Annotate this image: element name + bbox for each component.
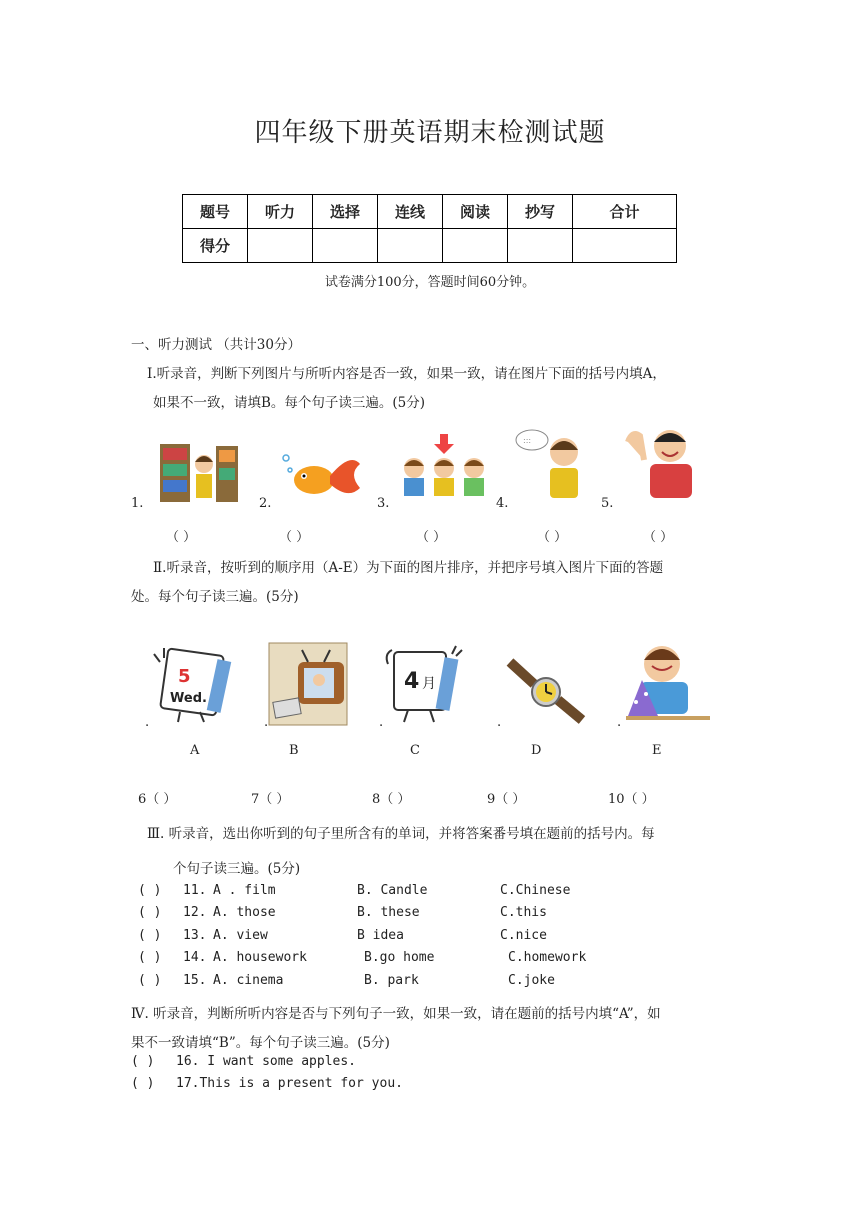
option-c: C.homework bbox=[508, 950, 587, 965]
score-cell[interactable] bbox=[313, 229, 378, 263]
answer-blank[interactable]: （ ） bbox=[537, 530, 568, 545]
score-row-label: 得分 bbox=[183, 229, 248, 263]
boy-waving-picture bbox=[620, 420, 704, 506]
score-cell[interactable] bbox=[378, 229, 443, 263]
score-table-score-row bbox=[183, 229, 677, 263]
picture-letter: E bbox=[652, 743, 662, 758]
option-a: A . film bbox=[213, 883, 276, 898]
answer-blank[interactable]: ( ) bbox=[138, 905, 162, 920]
part3-instruction-line1: Ⅲ. 听录音，选出你听到的句子里所含有的单词，并将答案番号填在题前的括号内。每 bbox=[147, 826, 655, 842]
score-header-cell: 抄写 bbox=[508, 195, 573, 229]
part2-instruction-line2: 处。每个句子读三遍。(5分) bbox=[131, 589, 299, 605]
dot-marker: . bbox=[379, 715, 384, 730]
boy-with-party-hat-picture bbox=[622, 638, 712, 724]
bookshelf-boy-picture bbox=[158, 440, 240, 506]
question-number: 12. bbox=[183, 905, 207, 920]
answer-blank[interactable]: ( ) bbox=[138, 883, 162, 898]
answer-blank[interactable]: ( ) bbox=[131, 1076, 155, 1091]
three-boys-picture bbox=[398, 432, 490, 506]
option-b: B. park bbox=[364, 973, 419, 988]
score-header-cell: 连线 bbox=[378, 195, 443, 229]
option-c: C.nice bbox=[500, 928, 547, 943]
picture-letter: B bbox=[289, 743, 299, 758]
part4-instruction-line2: 果不一致请填“B”。每个句子读三遍。(5分) bbox=[131, 1035, 390, 1051]
svg-text:4: 4 bbox=[404, 669, 420, 694]
part3-instruction-line2: 个句子读三遍。(5分) bbox=[173, 861, 301, 877]
part1-number: 3. bbox=[377, 496, 390, 511]
answer-blank[interactable]: ( ) bbox=[138, 950, 162, 965]
option-b: B.go home bbox=[364, 950, 435, 965]
answer-blank[interactable]: 6（ ） bbox=[138, 792, 177, 807]
part1-number: 5. bbox=[601, 496, 614, 511]
option-b: B. Candle bbox=[357, 883, 428, 898]
score-header-cell: 选择 bbox=[313, 195, 378, 229]
statement-text: 17.This is a present for you. bbox=[176, 1076, 403, 1091]
answer-blank[interactable]: 9（ ） bbox=[487, 792, 526, 807]
answer-blank[interactable]: （ ） bbox=[279, 530, 310, 545]
option-a: A. view bbox=[213, 928, 268, 943]
answer-blank[interactable]: （ ） bbox=[166, 530, 197, 545]
question-number: 15. bbox=[183, 973, 207, 988]
question-number: 11. bbox=[183, 883, 207, 898]
page-title: 四年级下册英语期末检测试题 bbox=[254, 118, 606, 148]
option-a: A. cinema bbox=[213, 973, 284, 988]
answer-blank[interactable]: 8（ ） bbox=[372, 792, 411, 807]
option-b: B. these bbox=[357, 905, 420, 920]
section1-heading: 一、听力测试 （共计30分） bbox=[131, 337, 301, 353]
picture-letter: A bbox=[190, 743, 200, 758]
score-cell[interactable] bbox=[443, 229, 508, 263]
part1-number: 1. bbox=[131, 496, 144, 511]
score-cell[interactable] bbox=[248, 229, 313, 263]
option-a: A. those bbox=[213, 905, 276, 920]
exam-note: 试卷满分100分，答题时间60分钟。 bbox=[324, 275, 536, 290]
option-c: C.this bbox=[500, 905, 547, 920]
picture-letter: C bbox=[410, 743, 420, 758]
score-cell[interactable] bbox=[508, 229, 573, 263]
part1-number: 2. bbox=[259, 496, 272, 511]
tv-picture bbox=[268, 642, 348, 726]
score-header-cell: 听力 bbox=[248, 195, 313, 229]
picture-letter: D bbox=[531, 743, 542, 758]
part1-instruction-line1: Ⅰ.听录音，判断下列图片与所听内容是否一致，如果一致，请在图片下面的括号内填A， bbox=[147, 366, 666, 382]
svg-text:Wed.: Wed. bbox=[170, 691, 207, 706]
score-header-cell: 题号 bbox=[183, 195, 248, 229]
dot-marker: . bbox=[264, 715, 269, 730]
dot-marker: . bbox=[145, 715, 150, 730]
score-table bbox=[182, 194, 677, 263]
answer-blank[interactable]: （ ） bbox=[416, 530, 447, 545]
option-a: A. housework bbox=[213, 950, 307, 965]
svg-text::::: ::: bbox=[523, 436, 532, 445]
answer-blank[interactable]: ( ) bbox=[138, 928, 162, 943]
part1-number: 4. bbox=[496, 496, 509, 511]
option-c: C.joke bbox=[508, 973, 555, 988]
part1-instruction-line2: 如果不一致，请填B。每个句子读三遍。(5分) bbox=[153, 395, 426, 411]
answer-blank[interactable]: 7（ ） bbox=[251, 792, 290, 807]
svg-text:5: 5 bbox=[178, 666, 191, 687]
part4-instruction-line1: Ⅳ. 听录音，判断所听内容是否与下列句子一致，如果一致，请在题前的括号内填“A”，如 bbox=[131, 1006, 661, 1022]
answer-blank[interactable]: ( ) bbox=[131, 1054, 155, 1069]
score-header-cell: 阅读 bbox=[443, 195, 508, 229]
statement-text: 16. I want some apples. bbox=[176, 1054, 357, 1069]
calendar-wed-picture bbox=[150, 642, 236, 724]
option-c: C.Chinese bbox=[500, 883, 571, 898]
question-number: 13. bbox=[183, 928, 207, 943]
answer-blank[interactable]: 10（ ） bbox=[608, 792, 655, 807]
goldfish-picture bbox=[278, 444, 362, 504]
svg-text:月: 月 bbox=[422, 676, 436, 692]
score-header-cell: 合计 bbox=[573, 195, 677, 229]
dot-marker: . bbox=[617, 715, 622, 730]
dot-marker: . bbox=[497, 715, 502, 730]
question-number: 14. bbox=[183, 950, 207, 965]
score-table-header-row bbox=[183, 195, 677, 229]
part2-instruction-line1: Ⅱ.听录音，按听到的顺序用（A-E）为下面的图片排序，并把序号填入图片下面的答题 bbox=[153, 560, 664, 576]
answer-blank[interactable]: （ ） bbox=[643, 530, 674, 545]
score-cell[interactable] bbox=[573, 229, 677, 263]
option-b: B idea bbox=[357, 928, 404, 943]
watch-picture bbox=[504, 656, 588, 724]
calendar-april-picture bbox=[382, 644, 464, 724]
boy-speaking-picture bbox=[514, 426, 594, 506]
answer-blank[interactable]: ( ) bbox=[138, 973, 162, 988]
